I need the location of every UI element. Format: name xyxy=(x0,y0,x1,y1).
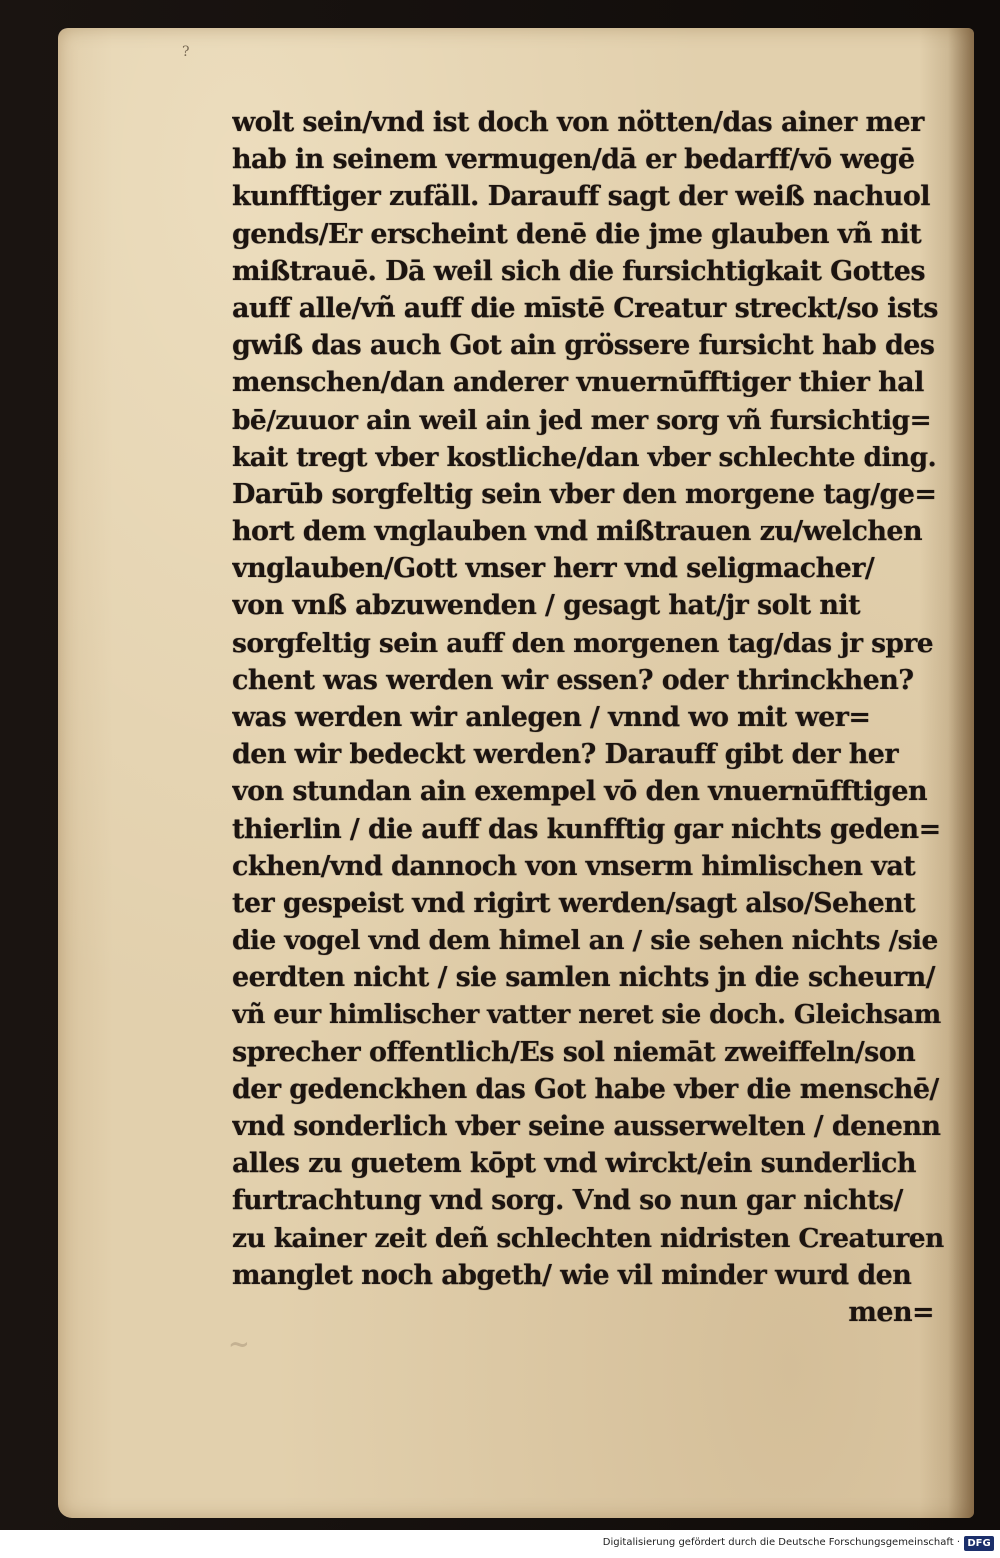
text-line: sprecher offentlich/Es sol niemāt zweiffeln/son xyxy=(232,1036,916,1068)
text-line: menschen/dan anderer vnuernūfftiger thier hal xyxy=(232,367,924,399)
text-line: hab in seinem vermugen/dā er bedarff/vō wegē xyxy=(232,144,915,176)
text-line: vñ eur himlischer vatter neret sie doch. Gleichsam xyxy=(232,999,941,1030)
text-line: sorgfeltig sein auff den morgenen tag/das jr spre xyxy=(232,627,933,659)
text-line: hort dem vnglauben vnd mißtrauen zu/welchen xyxy=(232,516,922,548)
text-line: gends/Er erscheint denē die jme glauben vñ nit xyxy=(232,218,922,250)
footer-bar xyxy=(0,1530,1000,1558)
text-line: wolt sein/vnd ist doch von nötten/das ainer mer xyxy=(232,107,924,138)
text-line: alles zu guetem kōpt vnd wirckt/ein sunderlich xyxy=(232,1148,916,1180)
text-line: furtrachtung vnd sorg. Vnd so nun gar nichts/ xyxy=(232,1185,903,1217)
text-line: auff alle/vñ auff die mīstē Creatur streckt/so ists xyxy=(232,292,938,324)
text-line: eerdten nicht / sie samlen nichts jn die scheurn/ xyxy=(232,962,935,994)
page-text xyxy=(232,104,944,1331)
text-line: zu kainer zeit deñ schlechten nidristen Creaturen xyxy=(232,1222,944,1254)
catchword: men= xyxy=(848,1297,934,1328)
text-line: von vnß abzuwenden / gesagt hat/jr solt nit xyxy=(232,590,860,622)
text-line: kait tregt vber kostliche/dan vber schlechte ding. xyxy=(232,441,937,473)
dfg-logo: DFG xyxy=(964,1536,994,1551)
text-line: bē/zuuor ain weil ain jed mer sorg vñ fursichtig= xyxy=(232,404,932,436)
text-line: Darūb sorgfeltig sein vber den morgene tag/ge= xyxy=(232,478,937,510)
text-line: von stundan ain exempel vō den vnuernūfftigen xyxy=(232,776,928,808)
text-line: thierlin / die auff das kunfftig gar nichts geden= xyxy=(232,813,941,845)
text-line: der gedenckhen das Got habe vber die menschē/ xyxy=(232,1073,939,1105)
text-line: ter gespeist vnd rigirt werden/sagt also/Sehent xyxy=(232,887,916,919)
text-line: mißtrauē. Dā weil sich die fursichtigkait Gottes xyxy=(232,255,925,287)
show-through-ink: ~ xyxy=(228,1330,252,1360)
funding-credit: Digitalisierung gefördert durch die Deutsche Forschungsgemeinschaft · xyxy=(602,1537,960,1548)
text-line: kunfftiger zufäll. Darauff sagt der weiß nachuol xyxy=(232,181,930,213)
page-edge-shadow xyxy=(948,28,974,1518)
text-line: manglet noch abgeth/ wie vil minder wurd den xyxy=(232,1259,912,1291)
text-line: vnglauben/Gott vnser herr vnd seligmacher/ xyxy=(232,553,875,585)
text-line: vnd sonderlich vber seine ausserwelten / denenn xyxy=(232,1111,941,1143)
text-line: was werden wir anlegen / vnnd wo mit wer= xyxy=(232,702,871,733)
text-line: den wir bedeckt werden? Darauff gibt der her xyxy=(232,739,898,771)
text-line: chent was werden wir essen? oder thrinckhen? xyxy=(232,664,914,696)
page-corner-mark: ? xyxy=(182,44,190,60)
text-line: ckhen/vnd dannoch von vnserm himlischen vat xyxy=(232,850,916,882)
text-line: gwiß das auch Got ain grössere fursicht hab des xyxy=(232,330,935,362)
text-line: die vogel vnd dem himel an / sie sehen nichts /sie xyxy=(232,925,938,957)
